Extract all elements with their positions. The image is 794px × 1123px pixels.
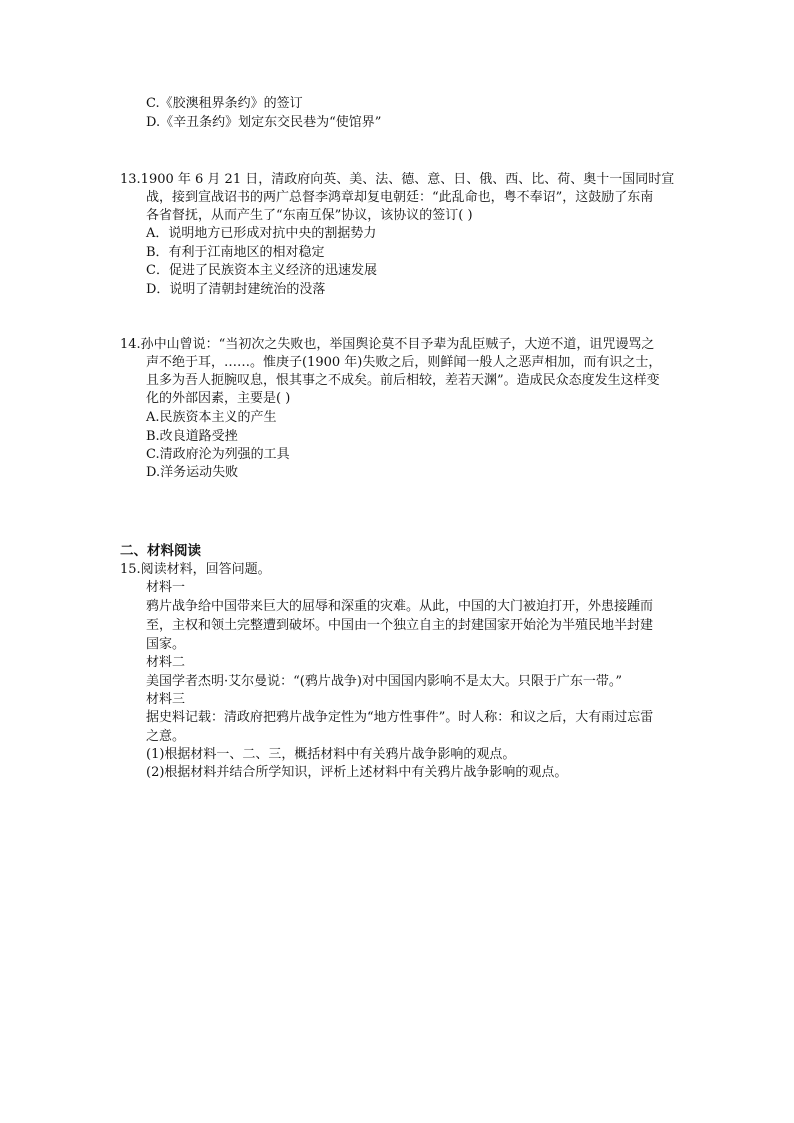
q14-stem-line4: 化的外部因素，主要是( ) — [146, 391, 291, 406]
q15-material3-title: 材料三 — [146, 692, 186, 707]
q15-material1-title: 材料一 — [146, 580, 186, 595]
q15-material1-line3: 国家。 — [146, 637, 186, 652]
q13-option-d: D．说明了清朝封建统治的没落 — [146, 282, 326, 297]
q13-stem-line1: 13.1900 年 6 月 21 日，清政府向英、美、法、德、意、日、俄、西、比、荷、奥十一国同时宣 — [120, 172, 675, 187]
q15-material3-line2: 之意。 — [146, 729, 186, 744]
q14-stem-line3: 且多为吾人扼腕叹息，恨其事之不成矣。前后相较，差若天渊”。造成民众态度发生这样变 — [146, 373, 660, 388]
q15-material2-line1: 美国学者杰明·艾尔曼说：“(鸦片战争)对中国国内影响不是太大。只限于广东一带。” — [146, 674, 623, 689]
q15-material1-line1: 鸦片战争给中国带来巨大的屈辱和深重的灾难。从此，中国的大门被迫打开，外患接踵而 — [146, 599, 654, 614]
section-heading: 二、材料阅读 — [120, 543, 201, 559]
q14-stem-line2: 声不绝于耳，……。惟庚子(1900 年)失败之后，则鲜闻一般人之恶声相加，而有识之士， — [146, 355, 662, 370]
q13-option-b: B．有利于江南地区的相对稳定 — [146, 245, 325, 260]
q13-stem-line2: 战，接到宣战诏书的两广总督李鸿章却复电朝廷：“此乱命也，粤不奉诏”，这鼓励了东南 — [146, 190, 654, 205]
q15-intro: 15.阅读材料，回答问题。 — [120, 562, 271, 577]
q15-material2-title: 材料二 — [146, 655, 186, 670]
q13-option-a: A．说明地方已形成对抗中央的割据势力 — [146, 226, 377, 241]
q14-option-c: C.清政府沦为列强的工具 — [146, 447, 290, 462]
q13-option-c: C．促进了民族资本主义经济的迅速发展 — [146, 263, 377, 278]
q14-option-d: D.洋务运动失败 — [146, 465, 239, 480]
q14-option-a: A.民族资本主义的产生 — [146, 410, 277, 425]
q12-option-d: D.《辛丑条约》划定东交民巷为“使馆界” — [146, 115, 382, 130]
q14-option-b: B.改良道路受挫 — [146, 429, 238, 444]
q15-material3-line1: 据史料记载：清政府把鸦片战争定性为“地方性事件”。时人称：和议之后，大有雨过忘雷 — [146, 710, 654, 725]
q15-subquestion-2: (2)根据材料并结合所学知识，评析上述材料中有关鸦片战争影响的观点。 — [146, 765, 568, 780]
q14-stem-line1: 14.孙中山曾说：“当初次之失败也，举国舆论莫不目予辈为乱臣贼子，大逆不道，诅咒谩骂之 — [120, 337, 655, 352]
q12-option-c: C.《胶澳租界条约》的签订 — [146, 96, 303, 111]
q15-subquestion-1: (1)根据材料一、二、三，概括材料中有关鸦片战争影响的观点。 — [146, 747, 516, 762]
q13-stem-line3: 各省督抚，从而产生了“东南互保”协议，该协议的签订( ) — [146, 208, 473, 223]
q15-material1-line2: 至，主权和领土完整遭到破坏。中国由一个独立自主的封建国家开始沦为半殖民地半封建 — [146, 618, 654, 633]
